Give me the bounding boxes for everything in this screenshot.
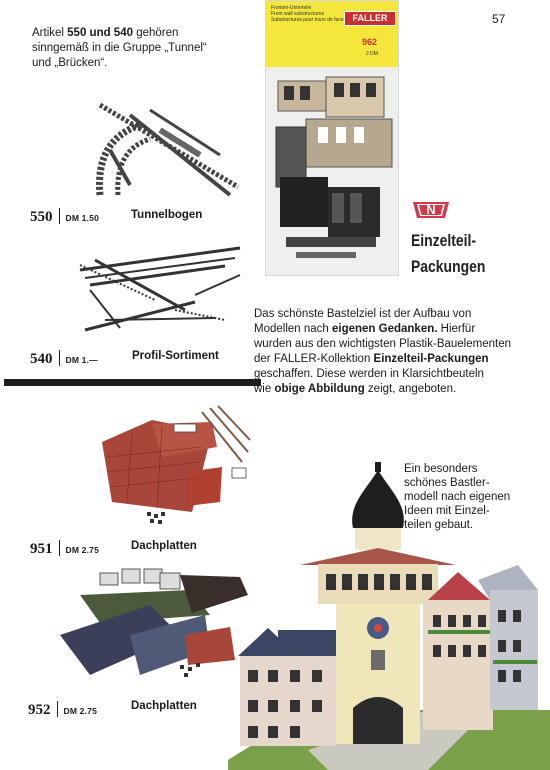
section-divider (4, 379, 261, 386)
intro-text: Artikel 550 und 540 gehören sinngemäß in die Gruppe „Tunnel“ und „Brücken“. (32, 27, 207, 69)
town-model-image (228, 460, 550, 770)
separator (57, 701, 58, 717)
item-price: DM 1.— (65, 355, 98, 365)
tunnelbogen-image (70, 95, 245, 205)
separator (59, 208, 60, 224)
wall-parts-icon (266, 67, 398, 276)
description-paragraph: Das schönste Bastelziel ist der Aufbau von Modellen nach eigenen Gedanken. Hierfür wurden aus den wichtigsten Plastik-Bauelementen der FALLER-Kollektion Einzelteil-Packungen geschaffen. Diese werden in Klarsichtbeuteln wie obige Abbildung zeigt, angeboten. (254, 308, 511, 395)
item-number: 540 (30, 351, 53, 367)
item-number: 952 (28, 702, 51, 718)
item-number: 951 (30, 541, 53, 557)
item-name: Profil-Sortiment (132, 350, 219, 362)
item-price: DM 2.75 (65, 545, 100, 555)
dachplatten-952-image (60, 565, 252, 685)
item-price: DM 2.75 (63, 706, 98, 716)
item-952 (28, 698, 97, 719)
badge-letter: N (426, 202, 436, 217)
section-heading: Einzelteil- Packungen (411, 231, 486, 276)
package-962-image (265, 0, 399, 276)
item-number: 550 (30, 209, 53, 225)
item-540 (30, 347, 98, 368)
item-name: Dachplatten (131, 540, 197, 552)
item-name: Dachplatten (131, 700, 197, 712)
separator (59, 540, 60, 556)
separator (59, 350, 60, 366)
item-550 (30, 205, 99, 226)
page-number: 57 (492, 12, 506, 26)
faller-logo: FALLER (344, 11, 396, 26)
item-951 (30, 537, 99, 558)
model-caption: Ein besonders schönes Bastler- modell nach eigenen Ideen mit Einzel- teilen gebaut. (404, 463, 511, 531)
item-price: DM 1.50 (65, 213, 100, 223)
package-label: Fronten-Unterteile Front wall substructures Substructures pour murs de face FALLER 962 2 DM (266, 1, 398, 67)
package-number: 962 (362, 37, 378, 47)
item-name: Tunnelbogen (131, 209, 203, 221)
profil-sortiment-image (75, 240, 245, 335)
